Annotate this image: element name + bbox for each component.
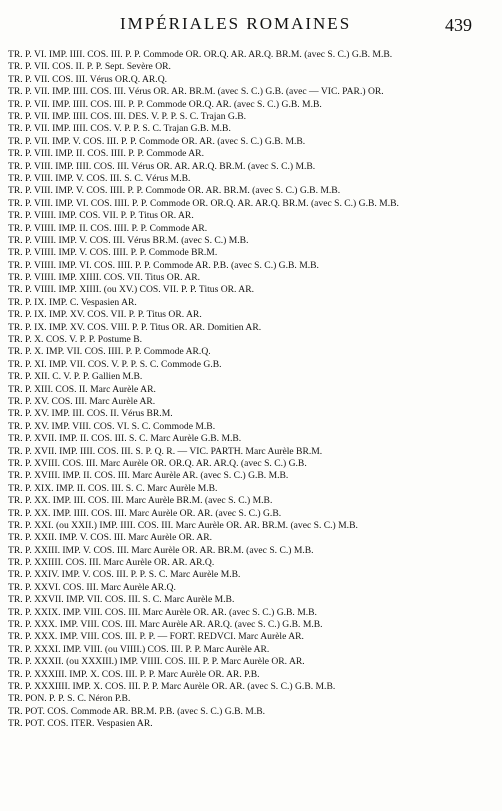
index-entry: TR. P. XXXI. IMP. VIII. (ou VIIII.) COS. III. P. P. Marc Aurèle AR.	[8, 643, 270, 655]
index-entry: TR. P. VIII. IMP. VI. COS. IIII. P. P. Commode OR. OR.Q. AR. AR.Q. BR.M. (avec S. C.) G.B. M.B.	[8, 197, 399, 209]
index-entry: TR. P. VIIII. IMP. VI. COS. IIII. P. P. Commode AR. P.B. (avec S. C.) G.B. M.B.	[8, 259, 319, 271]
index-entry: TR. P. VII. IMP. IIII. COS. III. DES. V. P. P. S. C. Trajan G.B.	[8, 110, 247, 122]
page-header	[0, 0, 502, 44]
index-entry: TR. P. XXI. (ou XXII.) IMP. IIII. COS. III. Marc Aurèle OR. AR. BR.M. (avec S. C.) M.B.	[8, 519, 358, 531]
index-entry: TR. P. XV. IMP. VIII. COS. VI. S. C. Commode M.B.	[8, 420, 216, 432]
index-entry: TR. P. XV. IMP. III. COS. II. Vérus BR.M.	[8, 408, 173, 420]
index-entry: TR. P. XXVI. COS. III. Marc Aurèle AR.Q.	[8, 581, 176, 593]
index-entry: TR. P. VII. IMP. V. COS. III. P. P. Commode OR. AR. (avec S. C.) G.B. M.B.	[8, 135, 306, 147]
index-entry: TR. P. XXX. IMP. VIII. COS. III. Marc Aurèle AR. AR.Q. (avec S. C.) G.B. M.B.	[8, 619, 323, 631]
index-entry: TR. P. VIII. IMP. V. COS. III. S. C. Vérus M.B.	[8, 172, 191, 184]
index-entry: TR. P. VII. IMP. IIII. COS. V. P. P. S. C. Trajan G.B. M.B.	[8, 123, 231, 135]
index-entry: TR. P. VIIII. IMP. XIIII. (ou XV.) COS. VII. P. P. Titus OR. AR.	[8, 284, 255, 296]
index-entry: TR. P. XXXIIII. IMP. X. COS. III. P. P. Marc Aurèle OR. AR. (avec S. C.) G.B. M.B.	[8, 680, 336, 692]
index-entry: TR. P. XX. IMP. IIII. COS. III. Marc Aurèle OR. AR. (avec S. C.) G.B.	[8, 507, 282, 519]
index-entry: TR. P. IX. IMP. XV. COS. VII. P. P. Titus OR. AR.	[8, 309, 202, 321]
index-entry: TR. P. XXIX. IMP. VIII. COS. III. Marc Aurèle OR. AR. (avec S. C.) G.B. M.B.	[8, 606, 317, 618]
running-head: IMPÉRIALES ROMAINES	[120, 14, 352, 33]
index-entry: TR. PON. P. P. S. C. Néron P.B.	[8, 693, 131, 705]
index-entry: TR. P. IX. IMP. C. Vespasien AR.	[8, 296, 137, 308]
index-entry: TR. P. XIX. IMP. II. COS. III. S. C. Marc Aurèle M.B.	[8, 482, 218, 494]
index-entry: TR. POT. COS. ITER. Vespasien AR.	[8, 718, 153, 730]
index-entry: TR. P. X. COS. V. P. P. Postume B.	[8, 334, 143, 346]
index-entry: TR. P. VII. COS. II. P. P. Sept. Sevère OR.	[8, 61, 171, 73]
index-entry: TR. P. VIIII. IMP. V. COS. IIII. P. P. Commode BR.M.	[8, 247, 218, 259]
index-entry: TR. P. VI. IMP. IIII. COS. III. P. P. Commode OR. OR.Q. AR. AR.Q. BR.M. (avec S. C.) G.B. M.B.	[8, 49, 393, 60]
index-entry: TR. P. VII. COS. III. Vérus OR.Q. AR.Q.	[8, 73, 168, 85]
index-entry: TR. POT. COS. Commode AR. BR.M. P.B. (avec S. C.) G.B. M.B.	[8, 705, 266, 717]
page-number: 439	[445, 15, 472, 35]
index-entry: TR. P. XI. IMP. VII. COS. V. P. P. S. C. Commode G.B.	[8, 358, 222, 370]
index-entry: TR. P. VIII. IMP. V. COS. IIII. P. P. Commode OR. AR. BR.M. (avec S. C.) G.B. M.B.	[8, 185, 341, 197]
index-entry: TR. P. XXXII. (ou XXXIII.) IMP. VIIII. COS. III. P. P. Marc Aurèle OR. AR.	[8, 656, 305, 668]
index-entry: TR. P. XVII. IMP. II. COS. III. S. C. Marc Aurèle G.B. M.B.	[8, 433, 242, 445]
index-entry: TR. P. VIIII. IMP. II. COS. IIII. P. P. Commode AR.	[8, 222, 208, 234]
index-entry: TR. P. XXIII. IMP. V. COS. III. Marc Aurèle OR. AR. BR.M. (avec S. C.) M.B.	[8, 544, 314, 556]
index-entry: TR. P. XV. COS. III. Marc Aurèle AR.	[8, 395, 156, 407]
index-entry: TR. P. XXXIII. IMP. X. COS. III. P. P. Marc Aurèle OR. AR. P.B.	[8, 668, 260, 680]
index-entry: TR. P. X. IMP. VII. COS. IIII. P. P. Commode AR.Q.	[8, 346, 211, 358]
index-entry: TR. P. XXIV. IMP. V. COS. III. P. P. S. C. Marc Aurèle M.B.	[8, 569, 241, 581]
entry-list	[8, 49, 496, 731]
index-entry: TR. P. VIIII. IMP. XIIII. COS. VII. Titus OR. AR.	[8, 272, 201, 284]
index-entry: TR. P. XX. IMP. III. COS. III. Marc Aurèle BR.M. (avec S. C.) M.B.	[8, 495, 273, 507]
index-entry: TR. P. XIII. COS. II. Marc Aurèle AR.	[8, 383, 156, 395]
index-entry: TR. P. VIII. IMP. IIII. COS. III. Vérus OR. AR. AR.Q. BR.M. (avec S. C.) M.B.	[8, 160, 316, 172]
index-entry: TR. P. IX. IMP. XV. COS. VIII. P. P. Titus OR. AR. Domitien AR.	[8, 321, 262, 333]
index-entry: TR. P. VII. IMP. IIII. COS. III. P. P. Commode OR.Q. AR. (avec S. C.) G.B. M.B.	[8, 98, 322, 110]
index-entry: TR. P. XXX. IMP. VIII. COS. III. P. P. — FORT. REDVCI. Marc Aurèle AR.	[8, 631, 304, 643]
index-entry: TR. P. XVII. IMP. IIII. COS. III. S. P. Q. R. — VIC. PARTH. Marc Aurèle BR.M.	[8, 445, 323, 457]
index-entry: TR. P. XVIII. COS. III. Marc Aurèle OR. OR.Q. AR. AR.Q. (avec S. C.) G.B.	[8, 457, 307, 469]
index-entry: TR. P. XXVII. IMP. VII. COS. III. S. C. Marc Aurèle M.B.	[8, 594, 235, 606]
index-entry: TR. P. XXIIII. COS. III. Marc Aurèle OR. AR. AR.Q.	[8, 557, 215, 569]
index-entry: TR. P. VII. IMP. IIII. COS. III. Vérus OR. AR. BR.M. (avec S. C.) G.B. (avec — VIC. PAR.) OR.	[8, 86, 384, 98]
index-entry: TR. P. VIII. IMP. II. COS. IIII. P. P. Commode AR.	[8, 148, 204, 160]
index-entry: TR. P. VIIII. IMP. V. COS. III. Vérus BR.M. (avec S. C.) M.B.	[8, 234, 249, 246]
index-entry: TR. P. XXII. IMP. V. COS. III. Marc Aurèle OR. AR.	[8, 532, 213, 544]
index-entry: TR. P. VIIII. IMP. COS. VII. P. P. Titus OR. AR.	[8, 210, 194, 222]
index-entry: TR. P. XII. C. V. P. P. Gallien M.B.	[8, 371, 143, 383]
index-entry: TR. P. XVIII. IMP. II. COS. III. Marc Aurèle AR. (avec S. C.) G.B. M.B.	[8, 470, 289, 482]
